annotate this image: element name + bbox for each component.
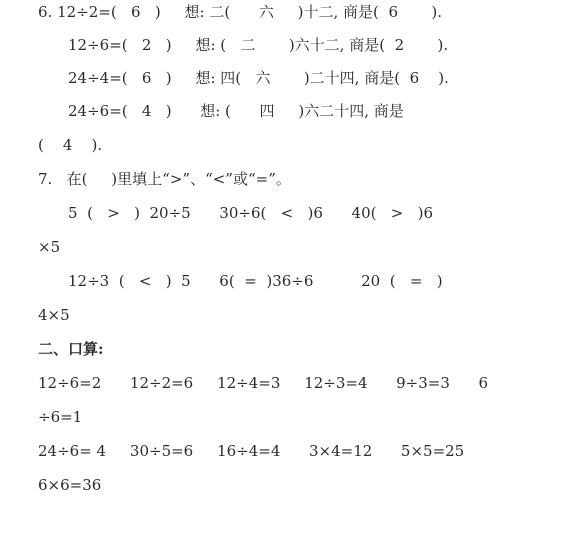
q6-line-2: 12÷6=( 2 ) 想: ( 二 )六十二, 商是( 2 ). — [68, 36, 449, 54]
q7-line-2: 12÷3 ( < ) 5 6( = )36÷6 20 ( = ) — [68, 272, 443, 290]
oral-calc-line-2: 24÷6= 4 30÷5=6 16÷4=4 3×4=12 5×5=25 — [38, 442, 465, 460]
oral-calc-line-1: 12÷6=2 12÷2=6 12÷4=3 12÷3=4 9÷3=3 6 — [38, 374, 489, 392]
q6-line-4-continued: ( 4 ). — [38, 136, 103, 154]
section-heading-oral-calc: 二、口算: — [38, 340, 104, 358]
q7-instruction: 7. 在( )里填上“>”、“<”或“=”。 — [38, 170, 291, 188]
oral-calc-line-1-continued: ÷6=1 — [38, 408, 83, 426]
q6-line-3: 24÷4=( 6 ) 想: 四( 六 )二十四, 商是( 6 ). — [68, 69, 449, 87]
q7-line-2-continued: 4×5 — [38, 306, 70, 324]
oral-calc-line-3: 6×6=36 — [38, 476, 102, 494]
q6-line-1: 6. 12÷2=( 6 ) 想: 二( 六 )十二, 商是( 6 ). — [38, 3, 442, 21]
q6-line-4: 24÷6=( 4 ) 想: ( 四 )六二十四, 商是 — [68, 102, 404, 120]
q7-line-1: 5 ( > ) 20÷5 30÷6( < )6 40( > )6 — [68, 204, 434, 222]
q7-line-1-continued: ×5 — [38, 238, 61, 256]
